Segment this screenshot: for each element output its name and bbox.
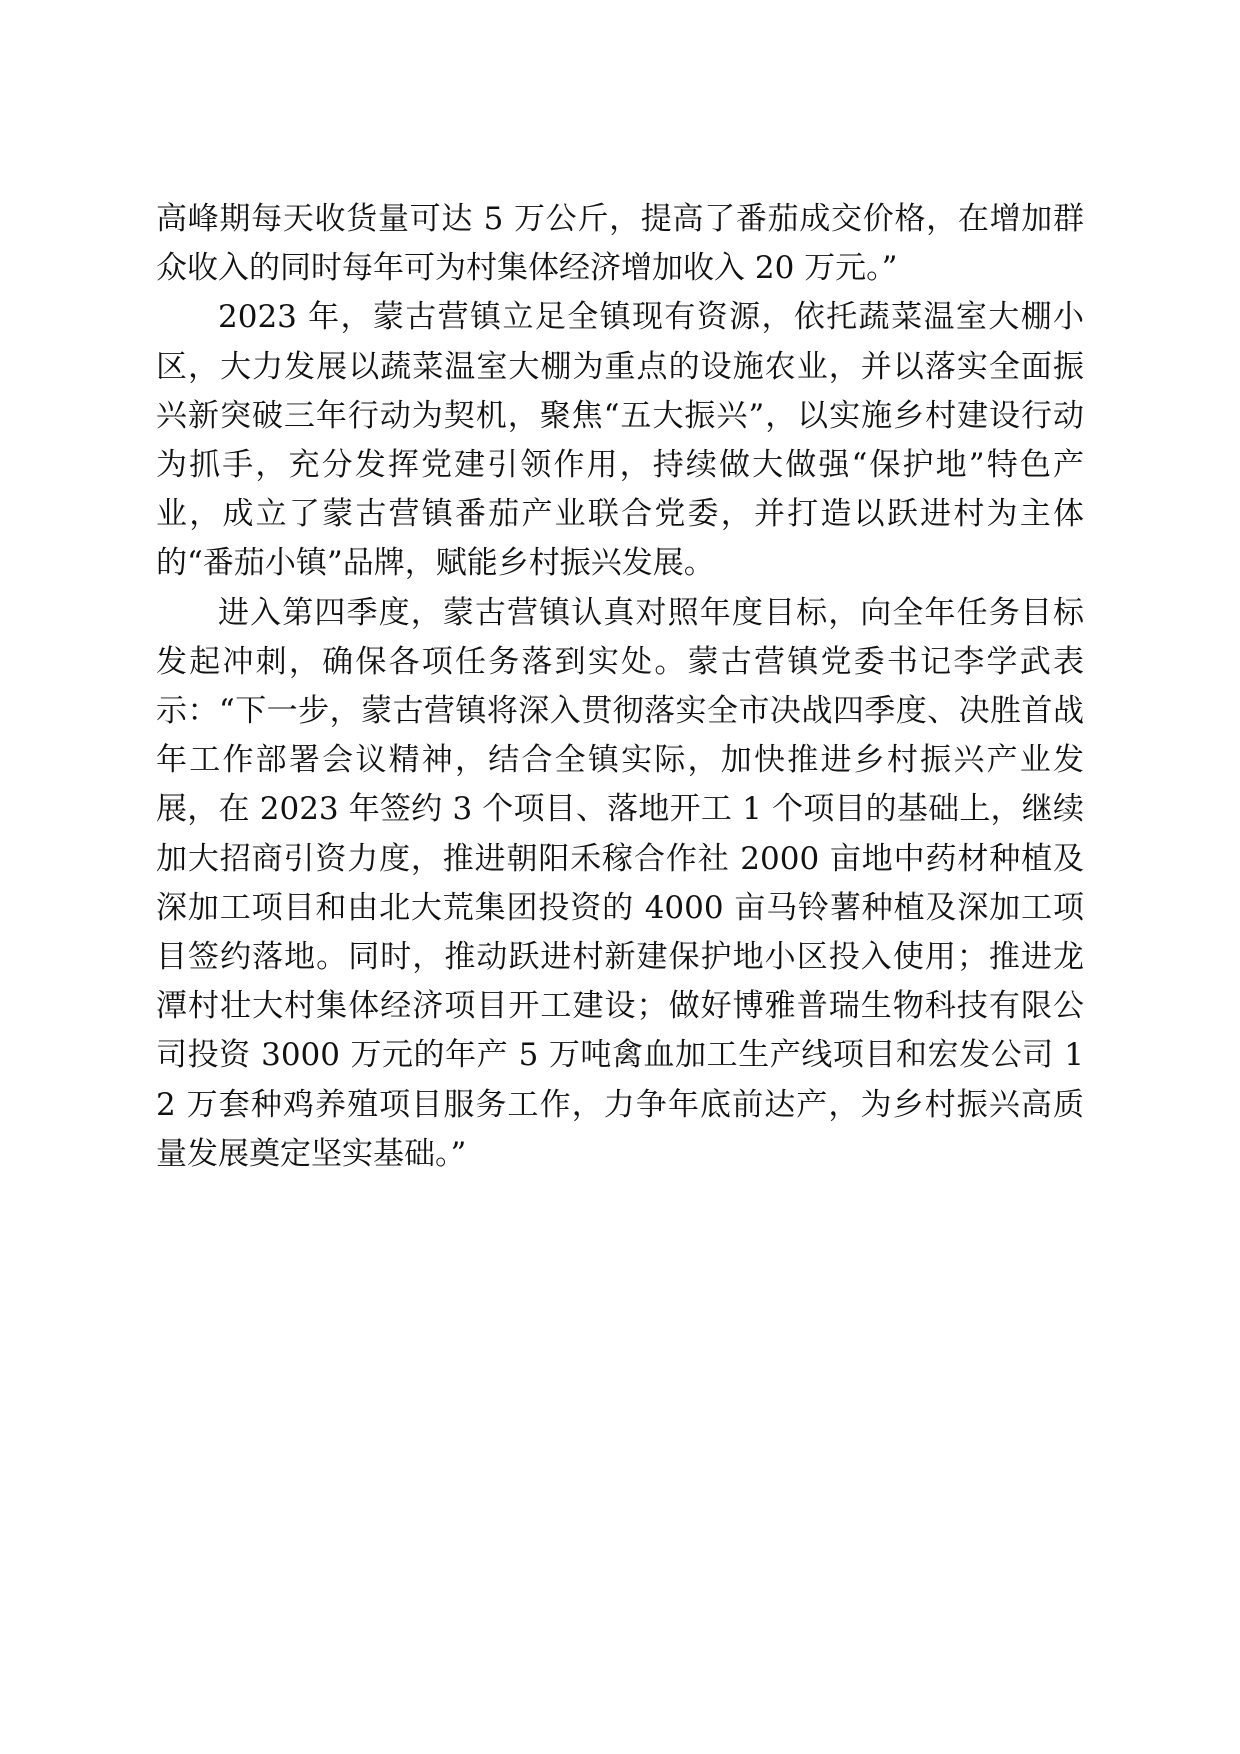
document-body — [156, 195, 1084, 1179]
paragraph-continuation: 高峰期每天收货量可达 5 万公斤，提高了番茄成交价格，在增加群众收入的同时每年可为村集体经济增加收入 20 万元。” — [156, 201, 1084, 287]
paragraph-fourth-quarter: 进入第四季度，蒙古营镇认真对照年度目标，向全年任务目标发起冲刺，确保各项任务落到实处。蒙古营镇党委书记李学武表示：“下一步，蒙古营镇将深入贯彻落实全市决战四季度、决胜首战年工作部署会议精神，结合全镇实际，加快推进乡村振兴产业发展，在 2023 年签约 3 个项目、落地开工 1 个项目的基础上，继续加大招商引资力度，推进朝阳禾稼合作社 2000 亩地中药材种植及深加工项目和由北大荒集团投资的 4000 亩马铃薯种植及深加工项目签约落地。同时，推动跃进村新建保护地小区投入使用；推进龙潭村壮大村集体经济项目开工建设；做好博雅普瑞生物科技有限公司投资 3000 万元的年产 5 万吨禽血加工生产线项目和宏发公司 12 万套种鸡养殖项目服务工作，力争年底前达产，为乡村振兴高质量发展奠定坚实基础。” — [156, 594, 1084, 1172]
paragraph-2023-development: 2023 年，蒙古营镇立足全镇现有资源，依托蔬菜温室大棚小区，大力发展以蔬菜温室大棚为重点的设施农业，并以落实全面振兴新突破三年行动为契机，聚焦“五大振兴”，以实施乡村建设行动为抓手，充分发挥党建引领作用，持续做大做强“保护地”特色产业，成立了蒙古营镇番茄产业联合党委，并打造以跃进村为主体的“番茄小镇”品牌，赋能乡村振兴发展。 — [156, 299, 1084, 582]
